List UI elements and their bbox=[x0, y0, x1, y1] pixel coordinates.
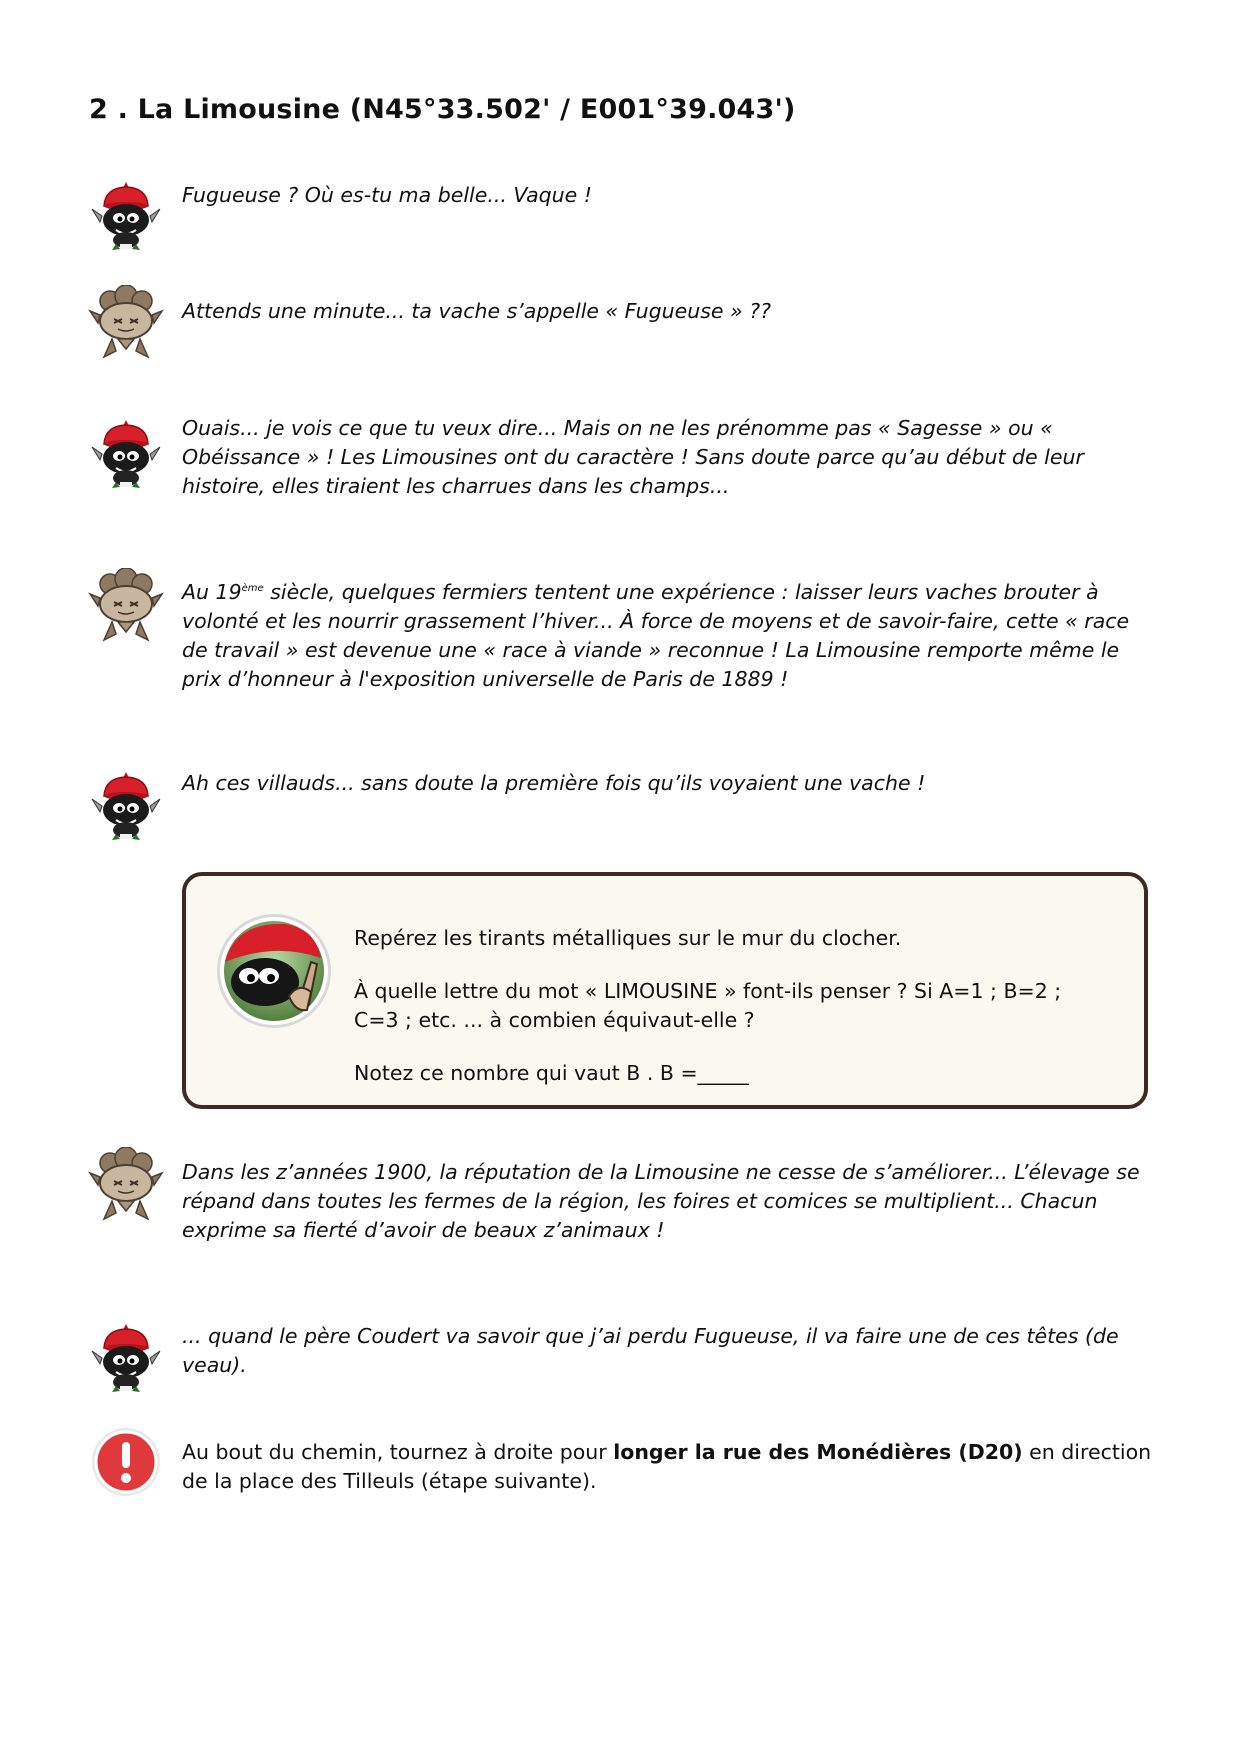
dialog-text: Ah ces villauds... sans doute la première fois qu’ils voyaient une vache ! bbox=[182, 771, 926, 795]
direction-highlight: longer la rue des Monédières (D20) bbox=[613, 1440, 1023, 1464]
dialog-text: Au 19ème siècle, quelques fermiers tentent une expérience : laisser leurs vaches brouter à volonté et les nourrir grassement l’hiver... À force de moyens et de savoir-faire, cette « race de travail » est devenue une « race à viande » reconnue ! La Limousine remporte même le prix d’honneur à l'exposition universelle de Paris de 1889 ! bbox=[182, 580, 1130, 691]
character-badge-icon bbox=[215, 912, 333, 1030]
dialog-text: Fugueuse ? Où es-tu ma belle... Vaque ! bbox=[182, 183, 593, 207]
task-line-2: À quelle lettre du mot « LIMOUSINE » font-ils penser ? Si A=1 ; B=2 ; C=3 ; etc. ... à combien équivaut-elle ? bbox=[354, 979, 1062, 1032]
task-line-1: Repérez les tirants métalliques sur le mur du clocher. bbox=[354, 926, 902, 950]
red-hat-character-icon bbox=[88, 766, 164, 842]
task-line-3: Notez ce nombre qui vaut B . B =_____ bbox=[354, 1061, 749, 1085]
task-box bbox=[182, 872, 1148, 1109]
cow-character-icon bbox=[88, 285, 164, 361]
dialog-text: Attends une minute... ta vache s’appelle « Fugueuse » ?? bbox=[182, 299, 771, 323]
cow-character-icon bbox=[88, 568, 164, 644]
exclamation-alert-icon bbox=[88, 1424, 164, 1500]
direction-text: Au bout du chemin, tournez à droite pour longer la rue des Monédières (D20) en direction de la place des Tilleuls (étape suivante). bbox=[182, 1440, 1152, 1493]
red-hat-character-icon bbox=[88, 176, 164, 252]
page-title: 2 . La Limousine (N45°33.502' / E001°39.043') bbox=[89, 94, 796, 125]
dialog-text: Dans les z’années 1900, la réputation de la Limousine ne cesse de s’améliorer... L’élevage se répand dans toutes les fermes de la région, les foires et comices se multiplient... Chacun exprime sa fierté d’avoir de beaux z’animaux ! bbox=[182, 1160, 1140, 1242]
dialog-text: ... quand le père Coudert va savoir que j’ai perdu Fugueuse, il va faire une de ces têtes (de veau). bbox=[182, 1324, 1119, 1377]
cow-character-icon bbox=[88, 1147, 164, 1223]
dialog-text: Ouais... je vois ce que tu veux dire... Mais on ne les prénomme pas « Sagesse » ou « Obéissance » ! Les Limousines ont du caractère ! Sans doute parce qu’au début de leur histoire, elles tiraient les charrues dans les champs... bbox=[182, 416, 1084, 498]
red-hat-character-icon bbox=[88, 1318, 164, 1394]
red-hat-character-icon bbox=[88, 414, 164, 490]
